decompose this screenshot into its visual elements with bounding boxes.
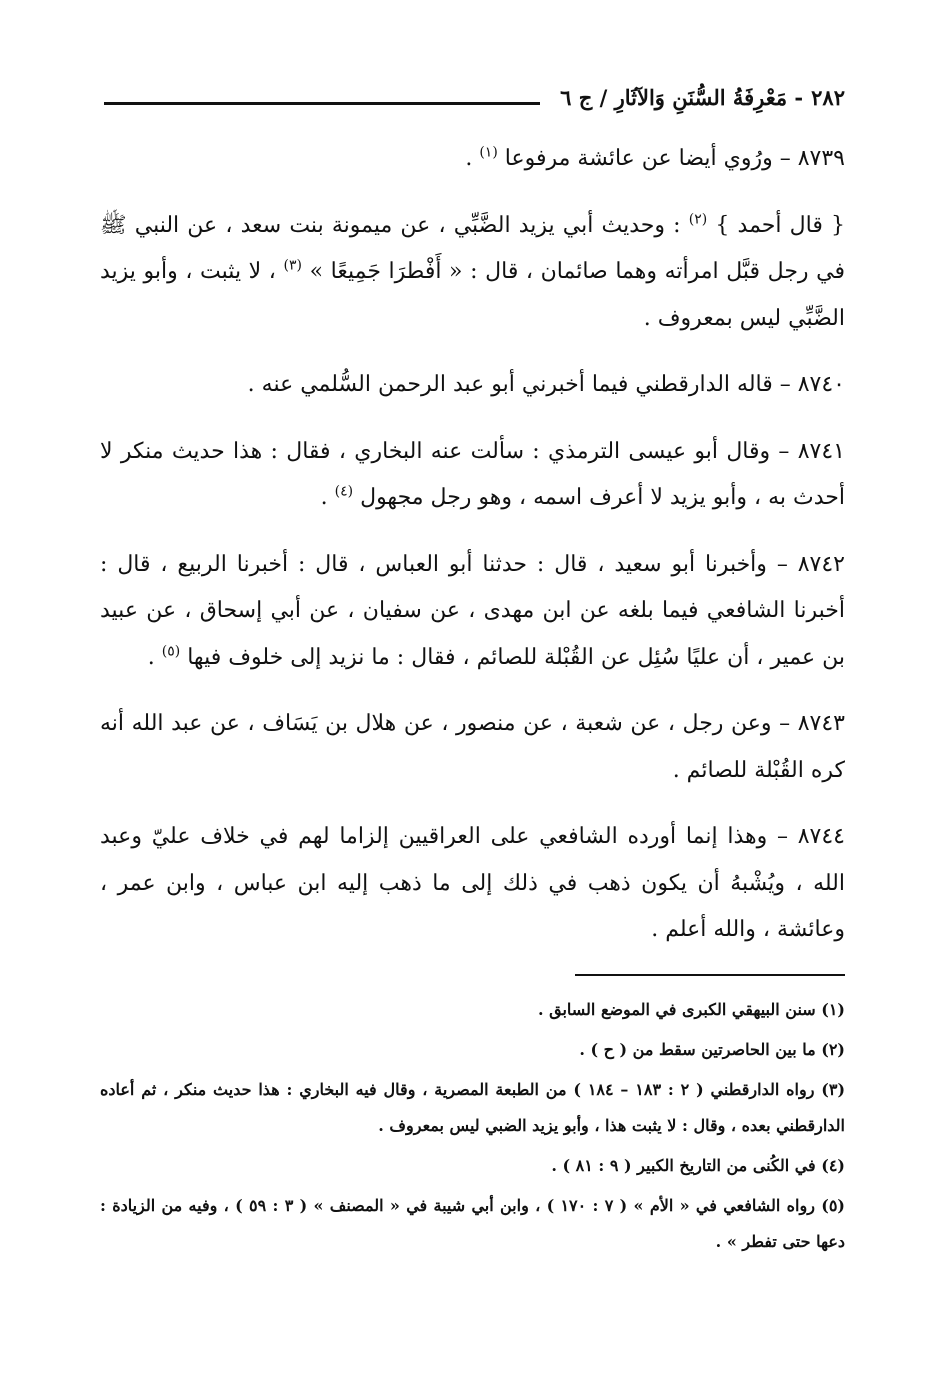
paragraph-8744: ٨٧٤٤ – وهذا إنما أورده الشافعي على العراقيين إلزاما لهم في خلاف عليّ وعبد الله ، ويُشْبهُ أن يكون ذهب في ذلك إلى ما ذهب إليه ابن عباس ، وابن عمر ، وعائشة ، والله أعلم . [100,824,845,942]
footnote-ref: (٢) [688,211,708,228]
footnote-3: (٣) رواه الدارقطني ( ٢ : ١٨٣ – ١٨٤ ) من الطبعة المصرية ، وقال فيه البخاري : هذا حديث منكر ، ثم أعاده الدارقطني بعده ، وقال : لا يثبت هذا ، وأبو يزيد الضبي ليس بمعروف . [100,1079,846,1135]
footnotes [100,992,845,1260]
footnote-5: (٥) رواه الشافعي في « الأم » ( ٧ : ١٧٠ ) ، وابن أبي شيبة في « المصنف » ( ٣ : ٥٩ ) ، وفيه من الزيادة : دعها حتى تفطر » . [100,1195,845,1251]
book-page [100,80,845,1264]
footnote-ref: (٣) [283,257,302,274]
paragraph-ahmad: { قال أحمد } $^{(٢)}$ : وحديث أبي يزيد الضَّبِّي ، عن ميمونة بنت سعد ، عن النبي ﷺ في رجل قبَّل امرأته وهما صائمان ، قال : « أَفْطرَا جَمِيعًا » $^{(٣)}$ ، لا يثبت ، وأبو يزيد الضَّبِّي ليس بمعروف . [100,211,846,331]
footnote-4: (٤) في الكُنى من التاريخ الكبير ( ٩ : ٨١ ) . [551,1155,845,1175]
paragraph-8740: ٨٧٤٠ – قاله الدارقطني فيما أخبرني أبو عبد الرحمن السُّلمي عنه . [247,372,845,397]
paragraph-8743: ٨٧٤٣ – وعن رجل ، عن شعبة ، عن منصور ، عن هلال بن يَسَاف ، عن عبد الله أنه كره القُبْلة للصائم . [100,711,845,783]
header-rule [104,102,540,105]
footnote-ref: (٥) [161,643,181,660]
running-title: - مَعْرِفَةُ السُّنَنِ وَالآثَارِ / ج ٦ [560,84,804,110]
footnote-2: (٢) ما بين الحاصرتين سقط من ( ح ) . [579,1039,845,1059]
main-text [100,136,845,954]
footnote-separator [575,974,845,976]
paragraph-8742: ٨٧٤٢ – وأخبرنا أبو سعيد ، قال : حدثنا أبو العباس ، قال : أخبرنا الربيع ، قال : أخبرنا الشافعي فيما بلغه عن ابن مهدى ، عن سفيان ، عن أبي إسحاق ، عن عبيد بن عمير ، أن عليًا سُئِل عن القُبْلة للصائم ، فقال : ما نزيد إلى خلوف فيها $^{(٥)}$ . [100,551,845,670]
page-number: ٢٨٢ [811,84,845,110]
paragraph-8739: ٨٧٣٩ – ورُوي أيضا عن عائشة مرفوعا $^{(١)}$ . [465,144,845,171]
footnote-ref: (٤) [334,483,354,500]
footnote-1: (١) سنن البيهقي الكبرى في الموضع السابق . [537,999,845,1019]
paragraph-8741: ٨٧٤١ – وقال أبو عيسى الترمذي : سألت عنه البخاري ، فقال : هذا حديث منكر لا أحدث به ، وأبو يزيد لا أعرف اسمه ، وهو رجل مجهول $^{(٤)}$ . [100,438,845,510]
footnote-ref: (١) [479,144,498,161]
running-header [100,80,845,114]
